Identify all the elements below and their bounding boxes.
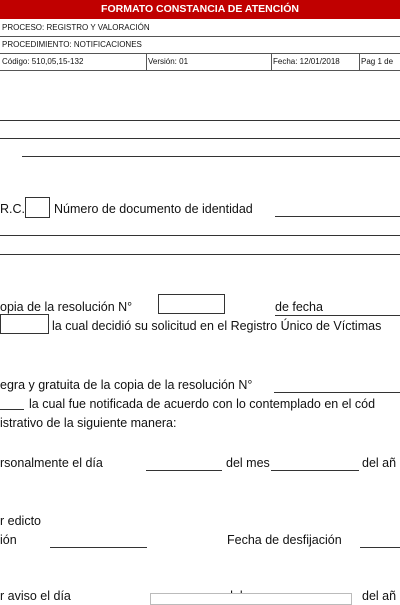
cell-divider <box>271 54 272 71</box>
footer-box <box>150 593 352 605</box>
edict-label: r edicto <box>0 514 41 528</box>
notified-text: la cual fue notificada de acuerdo con lo contemplado en el cód <box>29 397 376 411</box>
fixation-date-field[interactable] <box>50 547 147 548</box>
resolution-number-field-2[interactable] <box>274 392 400 393</box>
id-number-label: Número de documento de identidad <box>54 202 253 216</box>
notice-label: r aviso el día <box>0 589 71 603</box>
blank-line[interactable] <box>22 156 400 157</box>
decision-text: la cual decidió su solicitud en el Registro Único de Víctimas <box>52 319 382 333</box>
cell-divider <box>359 54 360 71</box>
resolution-date-box[interactable] <box>0 314 49 334</box>
document-info-row <box>0 54 400 71</box>
version-label: Versión: 01 <box>148 57 189 66</box>
date-of-label: de fecha <box>275 300 323 314</box>
date-label: Fecha: 12/01/2018 <box>273 57 340 66</box>
rc-label: R.C. <box>0 202 25 216</box>
blank-line[interactable] <box>0 235 400 236</box>
form-title: FORMATO CONSTANCIA DE ATENCIÓN <box>101 3 299 15</box>
blank-line[interactable] <box>0 138 400 139</box>
administrative-text: istrativo de la siguiente manera: <box>0 416 177 430</box>
resolution-copy-label: opia de la resolución N° <box>0 300 133 314</box>
blank-line[interactable] <box>0 254 400 255</box>
personally-label: rsonalmente el día <box>0 456 103 470</box>
page-label: Pag 1 de <box>361 57 394 66</box>
form-title-bar <box>0 0 400 19</box>
resolution-date-field[interactable] <box>275 315 400 316</box>
resolution-number-field[interactable] <box>158 294 225 314</box>
code-label: Código: 510,05,15-132 <box>2 57 84 66</box>
procedure-row <box>0 37 400 54</box>
process-label: PROCESO: REGISTRO Y VALORACIÓN <box>2 23 150 32</box>
rc-checkbox[interactable] <box>25 197 50 218</box>
fixation-label: ión <box>0 533 17 547</box>
personally-month-field[interactable] <box>271 470 359 471</box>
unfixation-label: Fecha de desfijación <box>227 533 342 547</box>
blank-line[interactable] <box>0 120 400 121</box>
notice-year-label: del añ <box>362 589 397 603</box>
personally-day-field[interactable] <box>146 470 222 471</box>
resolution-date-field-2[interactable] <box>0 409 24 410</box>
process-row <box>0 20 400 37</box>
cell-divider <box>146 54 147 71</box>
integral-copy-text: egra y gratuita de la copia de la resolución N° <box>0 378 253 392</box>
month-label: del mes <box>226 456 270 470</box>
year-label: del añ <box>362 456 397 470</box>
procedure-label: PROCEDIMIENTO: NOTIFICACIONES <box>2 40 142 49</box>
unfixation-date-field[interactable] <box>360 547 400 548</box>
id-number-field[interactable] <box>275 216 400 217</box>
